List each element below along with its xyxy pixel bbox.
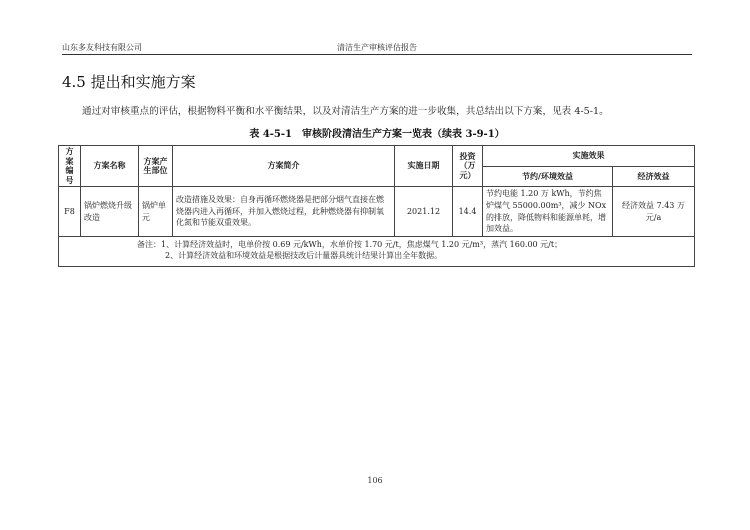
- scheme-table: [58, 145, 695, 267]
- col-invest-header: 投资（万元）: [453, 146, 483, 187]
- col-date-header: 实施日期: [395, 146, 453, 187]
- company-name: 山东多友科技有限公司: [62, 43, 142, 52]
- cell-invest: 14.4: [453, 187, 483, 236]
- note-1: 备注：1、计算经济效益时，电单价按 0.69 元/kWh，水单价按 1.70 元/t，焦虑煤气 1.20 元/m³，蒸汽 160.00 元/t；: [137, 239, 563, 249]
- col-env-header: 节约/环境效益: [483, 166, 613, 187]
- report-title: 清洁生产审核评估报告: [337, 43, 417, 52]
- col-name-header: 方案名称: [81, 146, 139, 187]
- col-effect-group-header: 实施效果: [483, 146, 695, 167]
- col-id-header: 方案编号: [59, 146, 81, 187]
- cell-name: 锅炉燃烧升级改造: [81, 187, 139, 236]
- cell-summary: 改造措施及效果：自身再循环燃烧器是把部分烟气直接在燃烧器内进入再循环，并加入燃烧过程，此种燃烧器有抑制氧化氮和节能双重效果。: [173, 187, 395, 236]
- section-title: 4.5 提出和实施方案: [62, 73, 196, 91]
- header-divider: [62, 54, 692, 55]
- table-caption: 表 4-5-1 审核阶段清洁生产方案一览表（续表 3-9-1）: [249, 129, 505, 140]
- cell-econ: 经济效益 7.43 万元/a: [613, 187, 695, 236]
- intro-paragraph: 通过对审核重点的评估，根据物料平衡和水平衡结果，以及对清洁生产方案的进一步收集，共总结出以下方案，见表 4-5-1。: [82, 106, 609, 117]
- table-row: [59, 187, 695, 236]
- col-dept-header: 方案产生部位: [139, 146, 173, 187]
- header-row-1: [59, 146, 695, 167]
- col-econ-header: 经济效益: [613, 166, 695, 187]
- cell-id: F8: [59, 187, 81, 236]
- cell-date: 2021.12: [395, 187, 453, 236]
- notes-row: [59, 236, 695, 266]
- page-number: 106: [367, 476, 383, 485]
- cell-env: 节约电能 1.20 万 kWh，节约焦炉煤气 55000.00m³，减少 NOx 的排放，降低物料和能源单耗，增加效益。: [483, 187, 613, 236]
- cell-dept: 锅炉单元: [139, 187, 173, 236]
- note-2: 2、计算经济效益和环境效益是根据技改后计量器具统计结果计算出全年数据。: [165, 251, 443, 261]
- col-summary-header: 方案简介: [173, 146, 395, 187]
